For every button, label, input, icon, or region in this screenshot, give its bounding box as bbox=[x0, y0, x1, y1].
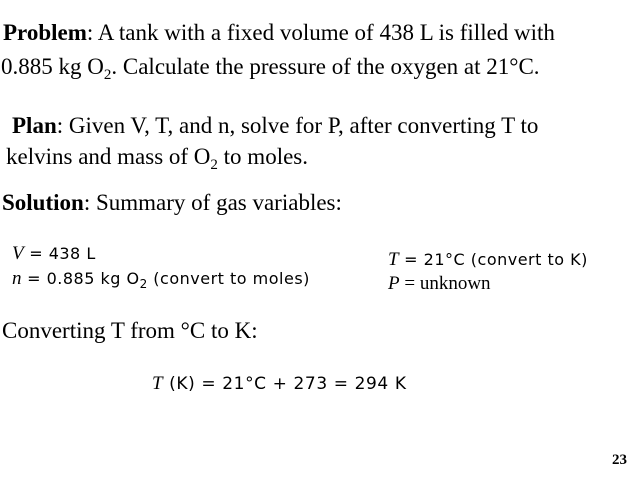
var-p bbox=[388, 273, 491, 295]
var-p-value: = unknown bbox=[399, 273, 491, 294]
plan-text-1: : Given V, T, and n, solve for P, after converting T to bbox=[56, 113, 539, 138]
plan-text-2-sub: 2 bbox=[210, 157, 218, 173]
var-t-value: = 21°C bbox=[398, 250, 466, 269]
problem-text-2-sub: 2 bbox=[103, 67, 112, 83]
var-p-symbol: P bbox=[388, 273, 400, 294]
var-t-symbol: T bbox=[388, 249, 399, 270]
var-n-value: = 0.885 kg O bbox=[21, 269, 140, 288]
var-n-symbol: n bbox=[12, 268, 22, 289]
plan-text-2-pre: kelvins and mass of O bbox=[6, 144, 211, 169]
plan-line-1 bbox=[12, 113, 538, 139]
solution-text: : Summary of gas variables: bbox=[83, 190, 342, 215]
equation-symbol: T bbox=[152, 373, 164, 394]
var-n-sub: 2 bbox=[139, 277, 148, 291]
plan-line-2 bbox=[6, 144, 309, 173]
solution-line bbox=[2, 190, 342, 216]
plan-text-2-post: to moles. bbox=[217, 144, 309, 169]
var-v-value: = 438 L bbox=[23, 244, 96, 263]
var-t bbox=[388, 249, 588, 271]
plan-label: Plan bbox=[12, 113, 57, 138]
equation-text: (K) = 21°C + 273 = 294 K bbox=[163, 374, 407, 394]
var-v-symbol: V bbox=[12, 243, 24, 264]
page-number: 23 bbox=[612, 452, 627, 468]
converting-line bbox=[2, 318, 258, 344]
conversion-equation bbox=[152, 373, 407, 395]
problem-text-2-pre: 0.885 kg O bbox=[1, 54, 104, 79]
problem-text-2-post: . Calculate the pressure of the oxygen at 21°C. bbox=[111, 54, 540, 79]
var-t-note: (convert to K) bbox=[465, 250, 588, 269]
problem-label: Problem bbox=[3, 20, 87, 45]
problem-line-1 bbox=[3, 20, 555, 46]
converting-text: Converting T from °C to K: bbox=[2, 318, 258, 343]
problem-text-1: : A tank with a fixed volume of 438 L is filled with bbox=[86, 20, 555, 45]
problem-line-2 bbox=[1, 54, 540, 83]
var-n-note: (convert to moles) bbox=[147, 269, 310, 288]
solution-label: Solution bbox=[2, 190, 84, 215]
var-v bbox=[12, 243, 96, 265]
var-n bbox=[12, 268, 310, 290]
